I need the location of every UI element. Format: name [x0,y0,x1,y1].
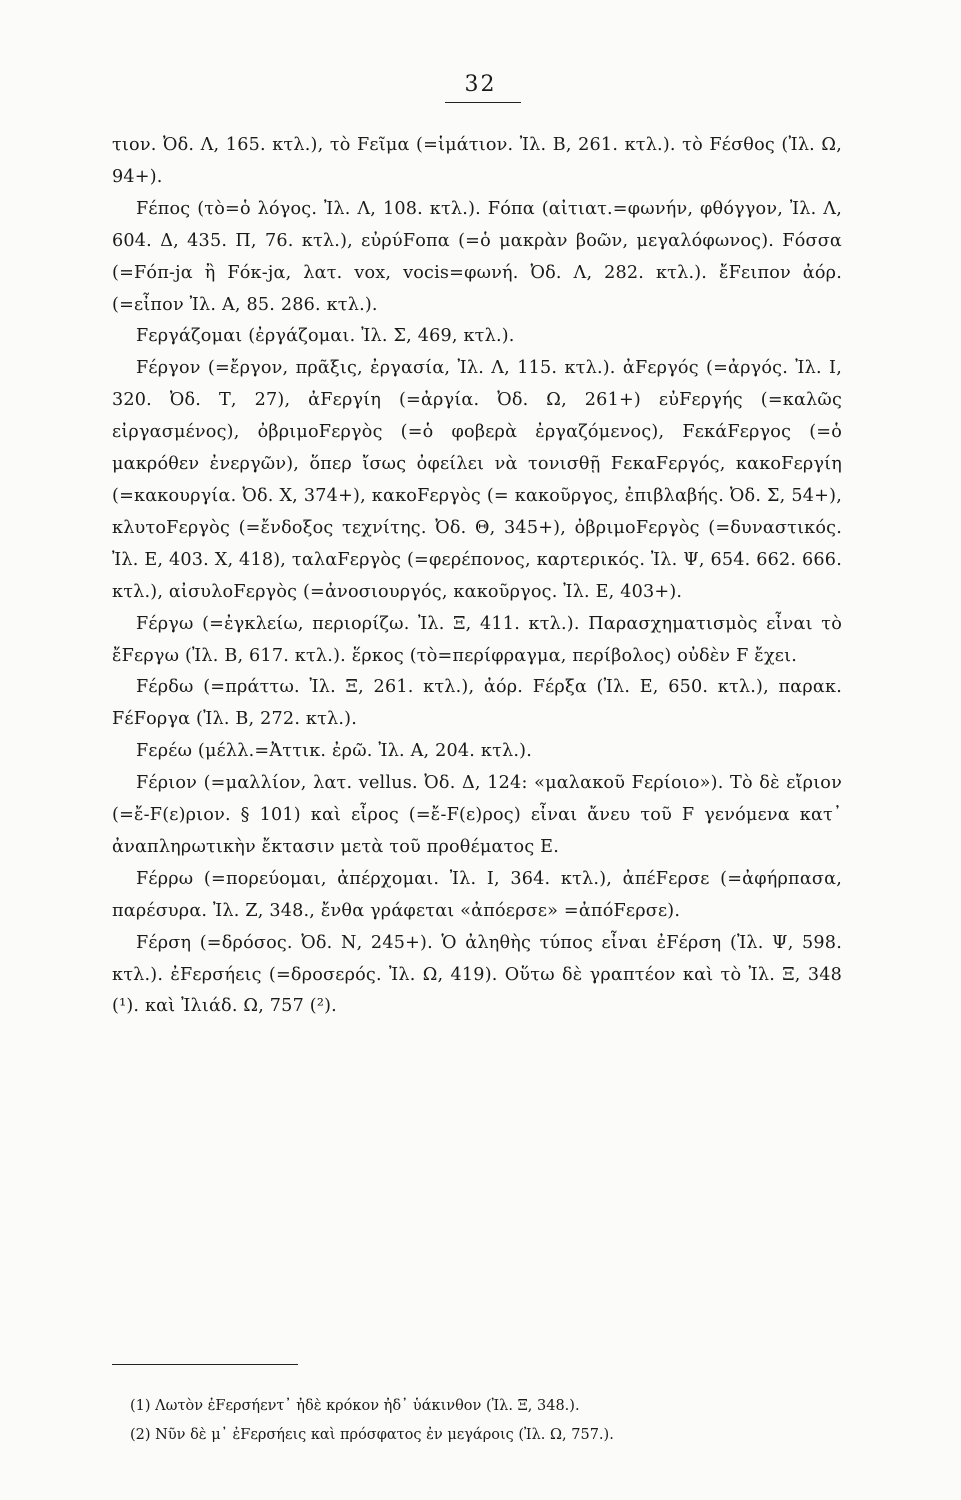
page-number: 32 [464,72,497,97]
paragraph: Fέριον (=μαλλίον, λατ. vellus. Ὀδ. Δ, 124: «μαλακοῦ Fερίοιο»). Τὸ δὲ εἴριον (=ἔ-F(ε)ριον. § 101) καὶ εἶρος (=ἔ-F(ε)ρος) εἶναι ἄνευ τοῦ F γενόμενα κατ᾽ ἀναπληρωτικὴν ἔκτασιν μετὰ τοῦ προθέματος Ε. [112,773,842,857]
paragraph: Fέργον (=ἔργον, πρᾶξις, ἐργασία, Ἰλ. Λ, 115. κτλ.). ἀFεργός (=ἀργός. Ἰλ. Ι, 320. Ὀδ. Τ, 27), ἀFεργίη (=ἀργία. Ὀδ. Ω, 261+) εὐFεργής (=καλῶς εἰργασμένος), ὀβριμοFεργὸς (=ὁ φοβερὰ ἐργαζόμενος), FεκάFεργος (=ὁ μακρόθεν ἐνεργῶν), ὅπερ ἴσως ὀφείλει νὰ τονισθῇ FεκαFεργός, κακοFεργίη (=κακουργία. Ὀδ. Χ, 374+), κακοFεργὸς (= κακοῦργος, ἐπιβλαβής. Ὀδ. Σ, 54+), κλυτοFεργὸς (=ἔνδοξος τεχνίτης. Ὀδ. Θ, 345+), ὀβριμοFεργὸς (=δυναστικός. Ἰλ. Ε, 403. Χ, 418), ταλαFεργὸς (=φερέπονος, καρτερικός. Ἰλ. Ψ, 654. 662. 666. κτλ.), αἰσυλοFεργὸς (=ἀνοσιουργός, κακοῦργος. Ἰλ. Ε, 403+). [112,358,842,602]
paragraph: Fέρδω (=πράττω. Ἰλ. Ξ, 261. κτλ.), ἀόρ. Fέρξα (Ἰλ. Ε, 650. κτλ.), παρακ. FέFοργα (Ἰλ. Β, 272. κτλ.). [112,677,842,730]
body-text [112,130,842,1023]
paragraph: Fέρση (=δρόσος. Ὀδ. Ν, 245+). Ὁ ἀληθὴς τύπος εἶναι ἐFέρση (Ἰλ. Ψ, 598. κτλ.). ἐFερσήεις (=δροσερός. Ἰλ. Ω, 419). Οὕτω δὲ γραπτέον καὶ τὸ Ἰλ. Ξ, 348 (¹). καὶ Ἰλιάδ. Ω, 757 (²). [112,932,842,1017]
paragraph: Fερέω (μέλλ.=Ἀττικ. ἐρῶ. Ἰλ. Α, 204. κτλ.). [136,741,533,762]
paragraph: Fεργάζομαι (ἐργάζομαι. Ἰλ. Σ, 469, κτλ.). [136,326,515,347]
paragraph: Fέργω (=ἐγκλείω, περιορίζω. Ἰλ. Ξ, 411. κτλ.). Παρασχηματισμὸς εἶναι τὸ ἔFεργω (Ἰλ. Β, 617. κτλ.). ἕρκος (τὸ=περίφραγμα, περίβολος) οὐδὲν F ἔχει. [112,613,842,666]
paragraph: τιον. Ὀδ. Λ, 165. κτλ.), τὸ Fεῖμα (=ἱμάτιον. Ἰλ. Β, 261. κτλ.). τὸ Fέσθος (Ἰλ. Ω, 94+). [112,135,842,187]
paragraph: Fέρρω (=πορεύομαι, ἀπέρχομαι. Ἰλ. Ι, 364. κτλ.), ἀπέFερσε (=ἀφήρπασα, παρέσυρα. Ἰλ. Ζ, 348., ἔνθα γράφεται «ἀπόερσε» =ἀπόFερσε). [112,868,842,921]
footnotes [130,1392,830,1450]
footnote: (1) Λωτὸν ἐFερσήεντ᾽ ἠδὲ κρόκον ἠδ᾽ ὑάκινθον (Ἰλ. Ξ, 348.). [130,1398,580,1414]
header-rule [445,102,521,103]
paragraph: Fέπος (τὸ=ὁ λόγος. Ἰλ. Λ, 108. κτλ.). Fόπα (αἰτιατ.=φωνήν, φθόγγον, Ἰλ. Λ, 604. Δ, 435. Π, 76. κτλ.), εὐρύFοπα (=ὁ μακρὰν βοῶν, μεγαλόφωνος). Fόσσα (=Fόπ-jα ἢ Fόκ-jα, λατ. vox, vocis=φωνή. Ὀδ. Λ, 282. κτλ.). ἔFειπον ἀόρ. (=εἶπον Ἰλ. Α, 85. 286. κτλ.). [112,198,842,315]
footnote: (2) Νῦν δὲ μ᾽ ἐFερσήεις καὶ πρόσφατος ἐν μεγάροις (Ἰλ. Ω, 757.). [130,1427,614,1443]
footnote-rule [112,1364,298,1365]
